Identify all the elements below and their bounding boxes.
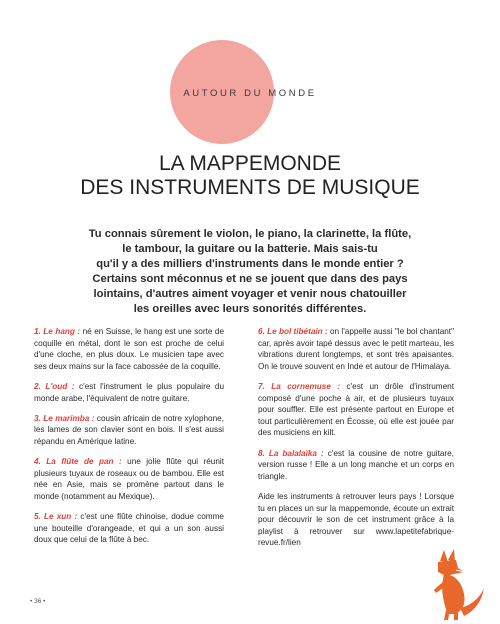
instrument-entry	[258, 381, 454, 439]
title-line-2: DES INSTRUMENTS DE MUSIQUE	[80, 176, 420, 199]
closing-paragraph: Aide les instruments à retrouver leurs pays ! Lorsque tu en places un sur la mappemonde, écoute un extrait pour découvrir le son de cet instrument grâce à la playlist à retrouver sur www.lapetitefabrique-revue.fr/lien	[258, 491, 454, 548]
instrument-description: une jolie flûte qui réunit plusieurs tuyaux de roseaux ou de bambou. Elle est née en Asie, mais se promène partout dans le monde (notamment au Mexique).	[34, 457, 224, 501]
intro-line: les oreilles avec leurs sonorités différentes.	[133, 303, 367, 315]
instrument-entry	[34, 456, 224, 502]
instrument-description: né en Suisse, le hang est une sorte de coquille en métal, dont le son est proche de celui d'une cloche, en plus doux. Le musicien tape avec ses deux mains sur la face cabossée de la coquille.	[34, 327, 225, 371]
instrument-entry	[258, 448, 454, 483]
instrument-entry	[34, 511, 224, 546]
instrument-entry	[258, 326, 454, 372]
intro-line: le tambour, la guitare ou la batterie. Mais sais-tu	[122, 243, 378, 255]
instrument-name: 4. La flûte de pan :	[34, 457, 122, 467]
section-kicker: AUTOUR DU MONDE	[183, 88, 317, 99]
instrument-description: c'est la cousine de notre guitare, version russe ! Elle a un long manche et un corps en triangle.	[258, 448, 454, 481]
page-title	[0, 152, 500, 200]
page-number: • 36 •	[30, 598, 46, 605]
left-column	[34, 326, 224, 554]
instrument-name: 6. Le bol tibétain :	[258, 327, 328, 336]
instrument-name: 1. Le hang :	[34, 327, 81, 336]
instrument-description: c'est une flûte chinoise, dodue comme une bouteille d'orangeade, et qui a un son aussi doux que celui de la flûte à bec.	[34, 512, 224, 545]
instrument-entry	[34, 381, 224, 404]
intro-line: qu'il y a des milliers d'instruments dans le monde entier ?	[96, 258, 404, 270]
instrument-description: c'est un drôle d'instrument composé d'une poche à air, et de plusieurs tuyaux pour souffler. Elle est présente partout en Europe et tout particulièrement en Écosse, où elle est jouée par des musiciens en kilt.	[258, 381, 454, 438]
instrument-entry	[34, 326, 224, 372]
instrument-name: 2. L'oud :	[34, 381, 75, 391]
instrument-entry	[34, 413, 224, 448]
instrument-name: 5. Le xun :	[34, 512, 78, 522]
intro-line: Tu connais sûrement le violon, le piano, la clarinette, la flûte,	[88, 228, 412, 240]
instrument-name: 8. La balalaïka :	[258, 448, 324, 458]
instrument-name: 7. La cornemuse :	[258, 381, 341, 391]
instrument-name: 3. Le marimba :	[34, 413, 95, 423]
fox-icon	[424, 548, 486, 620]
instrument-description: c'est l'instrument le plus populaire du monde arabe, l'équivalent de notre guitare.	[34, 381, 224, 403]
intro-line: Certains sont méconnus et ne se jouent que dans des pays	[92, 273, 408, 285]
intro-line: lointains, d'autres aiment voyager et venir nous chatouiller	[93, 288, 407, 300]
intro-paragraph	[72, 227, 428, 317]
instrument-description: cousin africain de notre xylophone, les lames de son clavier sont en bois. Il s'est aussi répandu en Amérique latine.	[34, 413, 224, 446]
title-line-1: LA MAPPEMONDE	[158, 152, 342, 175]
instrument-description: on l'appelle aussi "le bol chantant" car, après avoir tapé dessus avec le petit marteau, les vibrations durent longtemps, et sont très apaisantes. On le trouve souvent en Inde et autour de l'Himalaya.	[258, 327, 454, 371]
right-column	[258, 326, 454, 557]
